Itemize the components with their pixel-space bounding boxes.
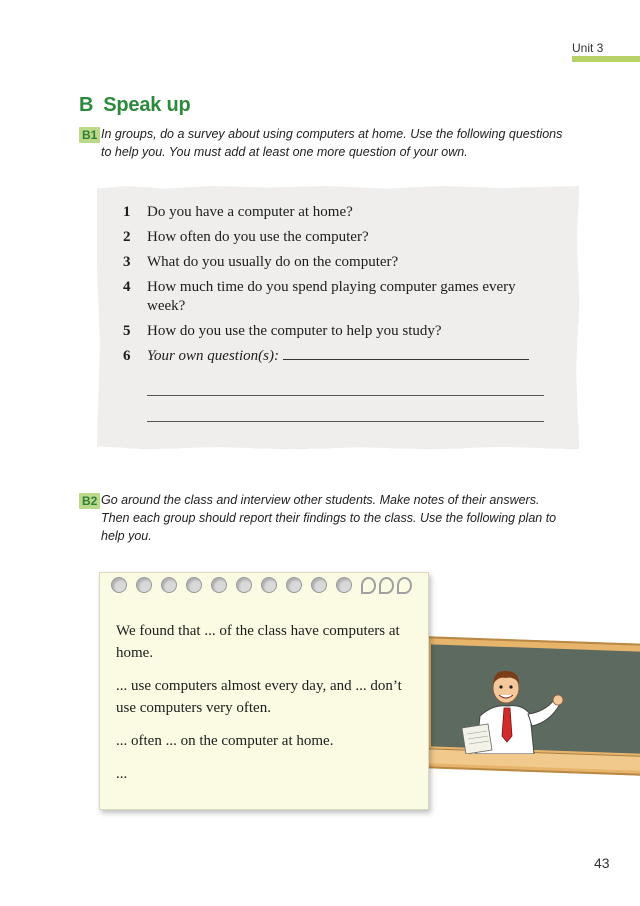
- question-item: [123, 228, 553, 247]
- section-title: [79, 94, 191, 117]
- ring-hole: [211, 577, 227, 593]
- question-text: Your own question(s):: [147, 348, 279, 364]
- b2-instruction-line1: Go around the class and interview other students. Make notes of their answers.: [101, 493, 540, 507]
- plan-line: ... often ... on the computer at home.: [116, 733, 334, 749]
- b1-instruction-line2: to help you. You must add at least one more question of your own.: [101, 145, 468, 159]
- question-text: How much time do you spend playing computer games every week?: [147, 279, 516, 314]
- b1-badge: B1: [79, 127, 100, 143]
- question-item: [123, 253, 553, 272]
- ring-hole: [336, 577, 352, 593]
- plan-line: ... use computers almost every day, and ... don’t use computers very often.: [116, 678, 402, 716]
- b1-instruction-line1: In groups, do a survey about using computers at home. Use the following questions: [101, 127, 563, 141]
- question-number: 4: [123, 279, 131, 295]
- report-plan: [116, 620, 416, 796]
- b2-instruction-line3: help you.: [101, 529, 152, 543]
- question-text: How do you use the computer to help you study?: [147, 323, 442, 339]
- answer-blank-line[interactable]: [147, 421, 544, 422]
- ring-hole: [236, 577, 252, 593]
- question-text: How often do you use the computer?: [147, 229, 369, 245]
- torn-ring-hole: [397, 577, 412, 594]
- answer-blank[interactable]: [283, 347, 529, 360]
- plan-line: We found that ... of the class have computers at home.: [116, 623, 400, 661]
- b2-instruction-line2: Then each group should report their findings to the class. Use the following plan to: [101, 511, 557, 525]
- question-text: What do you usually do on the computer?: [147, 254, 399, 270]
- question-text: Do you have a computer at home?: [147, 204, 353, 220]
- section-heading: Speak up: [103, 94, 191, 116]
- question-item: [123, 322, 553, 341]
- question-item-own: [123, 347, 553, 366]
- torn-ring-hole: [361, 577, 376, 594]
- teacher-icon: [458, 664, 570, 754]
- unit-label: Unit 3: [572, 41, 604, 55]
- ring-hole: [261, 577, 277, 593]
- question-number: 1: [123, 204, 131, 220]
- notepad-rings: [111, 577, 411, 597]
- question-number: 3: [123, 254, 131, 270]
- question-list: [123, 203, 553, 372]
- question-number: 6: [123, 348, 131, 364]
- unit-accent-bar: [572, 56, 640, 62]
- ring-hole: [286, 577, 302, 593]
- question-number: 2: [123, 229, 131, 245]
- section-letter: B: [79, 94, 94, 116]
- ring-hole: [111, 577, 127, 593]
- question-item: [123, 203, 553, 222]
- answer-blank-line[interactable]: [147, 395, 544, 396]
- question-item: [123, 278, 547, 316]
- ring-hole: [161, 577, 177, 593]
- ring-hole: [186, 577, 202, 593]
- torn-ring-hole: [379, 577, 394, 594]
- page-number: 43: [594, 855, 610, 871]
- b2-badge: B2: [79, 493, 100, 509]
- plan-line: ...: [116, 766, 128, 782]
- ring-hole: [311, 577, 327, 593]
- ring-hole: [136, 577, 152, 593]
- question-number: 5: [123, 323, 131, 339]
